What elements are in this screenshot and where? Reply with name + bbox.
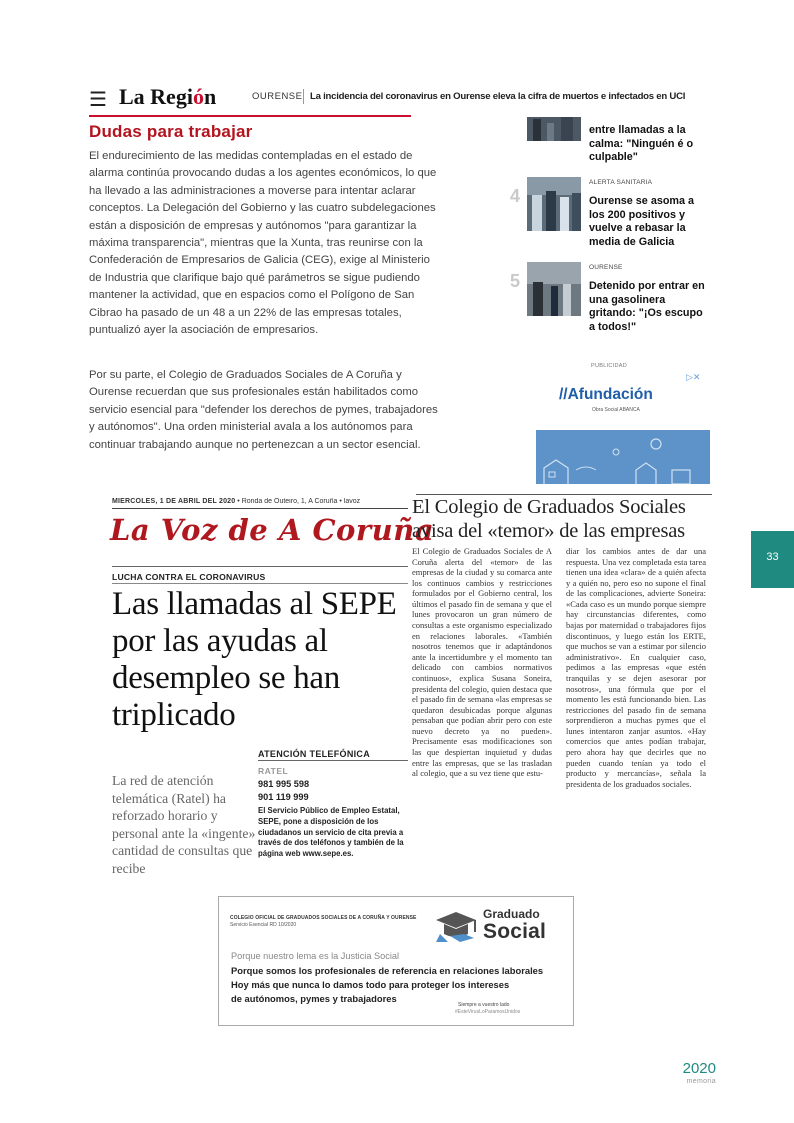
dateline-place: • Ronda de Outeiro, 1, A Coruña • lavoz <box>235 498 361 505</box>
section-label[interactable]: OURENSE <box>252 91 303 102</box>
dateline-rule <box>112 508 408 509</box>
article-paragraph-2: Por su parte, el Colegio de Graduados Sociales de A Coruña y Ourense recuerdan que sus profesionales están habilitados como servicio esencial para "defender los derechos de pymes, trabajadores y autónomos". Una orden ministerial avala a los autónomos para continuar trabajando aunque no pertenezcan a un sector esencial. <box>89 369 438 451</box>
logo-word-graduado: Graduado <box>483 907 540 921</box>
kicker-rule <box>112 583 408 584</box>
logo-text-start: La Regi <box>119 84 193 109</box>
rail-thumbnail <box>527 177 581 231</box>
section-kicker: LUCHA CONTRA EL CORONAVIRUS <box>112 572 266 582</box>
footer-year: 2020 <box>682 1060 716 1077</box>
article-paragraph-1: El endurecimiento de las medidas contempladas en el estado de alarma continúa provocando dudas a los agentes económicos, lo que ha llevado a las administraciones a moverse para intentar aclarar conceptos. La Delegación del Gobierno y las cuatro subdelegaciones están a disposición de empresas y autónomos "para garantizar la máxima transparencia", mientras que la Xunta, tras reunirse con la Confederación de Empresarios de Galicia (CEG), exige al Ministerio de Industria que clarifique bajo qué parámetros se sigue pudiendo mantener la actividad, que en espacios como el Polígono de San Cibrao ha pasado de un 48 a un 22% de las empresas totales, puntualizó ayer la asociación de empresarios. <box>89 150 437 337</box>
rail-number: 5 <box>510 271 521 291</box>
health-workers-photo-icon <box>527 177 581 231</box>
hamburger-menu-icon[interactable]: ☰ <box>89 89 107 111</box>
sidebar-rule <box>258 760 408 761</box>
main-headline: Las llamadas al SEPE por las ayudas al desempleo se han triplicado <box>112 586 397 733</box>
top-headline-link[interactable]: La incidencia del coronavirus en Ourense eleva la cifra de muertos e infectados en UCI <box>310 91 686 102</box>
logo-text-end: n <box>203 84 217 109</box>
rail-kicker: OURENSE <box>589 264 623 271</box>
article-column-1: El Colegio de Graduados Sociales de A Coruña alerta del «temor» de las empresas de la ciudad y su comarca ante los continuos cambios y restricciones formulados por el Gobierno central, los últimos el pasado fin de semana y que el lunes provocaron un gran número de consultas a este organismo especializado en relaciones laborales. «También nosotros tenemos que ir adaptándonos ante la incertidumbre y el momento tan delicado con cambios normativos continuos», explica Susana Soneira, presidenta del colegio, quien destaca que el pasado fin de semana «las empresas se quedaron desubicadas porque algunas pensaban que podían abrir pero con este nuevo decreto ya no pueden». Precisamente esas modificaciones son las que despiertan inquietud y dudas entre las empresas, que se las trasladan al colegio, que a su vez tiene que estu- <box>412 546 552 779</box>
article-top-rule <box>416 494 712 495</box>
ad-org-name: COLEGIO OFICIAL DE GRADUADOS SOCIALES DE A CORUÑA Y OURENSE <box>230 915 417 921</box>
sidebar-text: El Servicio Público de Empleo Estatal, SEPE, pone a disposición de los ciudadanos un servicio de cita previa a través de dos teléfonos y también de la página web www.sepe.es. <box>258 806 404 859</box>
sidebar-ratel: RATEL <box>258 766 289 776</box>
la-region-logo[interactable] <box>119 84 216 110</box>
afundacion-logo[interactable]: //Afundación <box>559 386 653 403</box>
page-number: 33 <box>766 551 779 563</box>
rail-item-5[interactable] <box>512 262 712 342</box>
graduation-cap-icon <box>434 908 482 944</box>
ad-line-3: Hoy más que nunca lo damos todo para proteger los intereses <box>231 979 510 990</box>
dateline-date: MIÉRCOLES, 1 DE ABRIL DEL 2020 <box>112 498 236 505</box>
la-voz-masthead: La Voz de A Coruña <box>110 513 435 547</box>
la-region-header-bar <box>89 84 711 112</box>
rail-thumbnail <box>527 262 581 316</box>
rail-title[interactable]: Ourense se asoma a los 200 positivos y vuelve a rebasar la media de Galicia <box>589 195 695 248</box>
rail-number: 4 <box>510 186 521 206</box>
ad-footer-slogan: Siempre a vuestro lado <box>458 1002 510 1008</box>
subheadline: La red de atención telemática (Ratel) ha reforzado horario y personal ante la «ingente» cantidad de consultas que recibe <box>112 773 256 876</box>
afundacion-subtitle: Obra Social ABANCA <box>592 407 640 413</box>
header-divider <box>303 89 304 104</box>
ad-org-subtitle: Servicio Esencial RD 10/2020 <box>230 922 297 928</box>
graduado-social-logo <box>434 904 558 948</box>
sidebar-phone-2: 901 119 999 <box>258 792 309 802</box>
ad-line-4: de autónomos, pymes y trabajadores <box>231 993 397 1004</box>
ad-label: PUBLICIDAD <box>591 363 628 369</box>
ad-footer-hashtag: #EsteVirusLoParamosUnidos <box>455 1009 521 1015</box>
masthead-rule <box>112 566 408 567</box>
ad-line-1: Porque nuestro lema es la Justicia Social <box>231 951 400 961</box>
logo-word-social: Social <box>483 920 547 943</box>
sidebar-title: ATENCIÓN TELEFÓNICA <box>258 749 371 759</box>
article-title: Dudas para trabajar <box>89 122 253 141</box>
dateline <box>112 498 408 505</box>
article-column-2: diar los cambios antes de dar una respuesta. Una vez completada esta tarea tienen una idea «clara» de a quién afecta y a quién no, pero eso no supone el final de las complicaciones, advierte Soneira: «Cada caso es un mundo porque siempre hay circunstancias diferentes, como bajas por maternidad o trabajadores fijos discontinuos, y luego están los ERTE, que muchos se van a estimar por silencio administrativo». En cualquier caso, pedimos a las empresas «que estén tranquilas y se dejen asesorar por nosotros», una fórmula que por el momento les está funcionando bien. Las restricciones del pasado fin de semana sorprendieron a muchas pymes que el lunes intentaron zanjar asuntos. «Hay comercios que antes podían trabajar, pero ahora hay que decirles que no pueden cuando tenían ya todo el producto y mercancías», señala la presidenta de los graduados sociales. <box>566 546 706 789</box>
police-photo-icon <box>527 262 581 316</box>
rail-item-3[interactable] <box>512 117 712 167</box>
sidebar-phone-1: 981 995 598 <box>258 779 310 789</box>
footer-label: memoria <box>686 1078 716 1085</box>
rail-kicker: ALERTA SANITARIA <box>589 179 653 186</box>
adchoices-close-icon[interactable]: ▷✕ <box>686 372 701 382</box>
protest-photo-icon <box>527 117 581 141</box>
logo-text-o: ó <box>192 84 204 109</box>
colegio-article-title: El Colegio de Graduados Sociales avisa del «temor» de las empresas <box>412 496 686 542</box>
ad-banner[interactable] <box>536 430 710 484</box>
rail-thumbnail <box>527 117 581 141</box>
ad-line-2: Porque somos los profesionales de referencia en relaciones laborales <box>231 965 544 976</box>
rail-title[interactable]: entre llamadas a la calma: "Ninguén é o culpable" <box>589 124 694 164</box>
title-red-rule <box>89 115 411 117</box>
rail-title[interactable]: Detenido por entrar en una gasolinera gritando: "¡Os escupo a todos!" <box>589 280 705 333</box>
town-illustration-icon <box>536 430 710 484</box>
rail-item-4[interactable] <box>512 177 712 257</box>
